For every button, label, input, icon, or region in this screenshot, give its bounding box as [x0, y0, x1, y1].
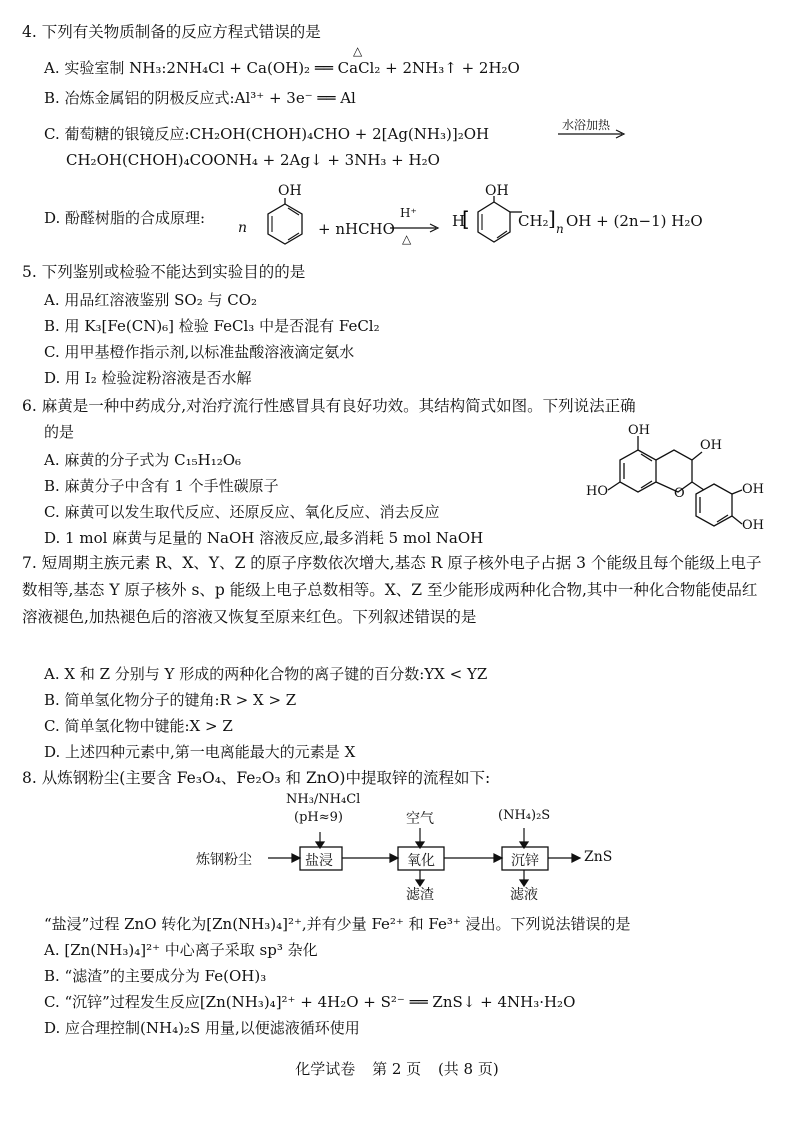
q4-option-c-line1: C. 葡萄糖的银镜反应:CH₂OH(CHOH)₄CHO + 2[Ag(NH₃)]₂OH [44, 125, 490, 143]
q5-option-c: C. 用甲基橙作指示剂,以标准盐酸溶液滴定氨水 [44, 343, 355, 361]
q4-d-arrow [388, 222, 442, 234]
svg-text:[: [ [462, 207, 470, 231]
q6-stem-line1: 6. 麻黄是一种中药成分,对治疗流行性感冒具有良好功效。其结构简式如图。下列说法正确 [22, 397, 636, 415]
q4-option-b: B. 冶炼金属铝的阴极反应式:Al³⁺ + 3e⁻ ══ Al [44, 89, 356, 107]
footer-total-pages: (共 8 页) [437, 1060, 499, 1078]
q8-option-b: B. “滤渣”的主要成分为 Fe(OH)₃ [44, 967, 267, 985]
ephedra-ring-o: O [674, 486, 685, 501]
page-footer [0, 1058, 794, 1079]
flow-arrows [0, 792, 794, 902]
ephedra-oh-right: OH [742, 482, 764, 497]
q4-a-condition: △ [353, 44, 363, 58]
q8-option-c: C. “沉锌”过程发生反应[Zn(NH₃)₄]²⁺ + 4H₂O + S²⁻ ══ ZnS↓ + 4NH₃·H₂O [44, 993, 576, 1011]
flow-reagent3: (NH₄)₂S [498, 808, 551, 823]
q7-option-c: C. 简单氢化物中键能:X > Z [44, 717, 233, 735]
q4-c-condition: 水浴加热 [562, 118, 611, 132]
footer-page-number: 第 2 页 [372, 1060, 422, 1078]
q4-option-a: A. 实验室制 NH₃:2NH₄Cl + Ca(OH)₂ ══ CaCl₂ + 2NH₃↑ + 2H₂O [44, 59, 520, 77]
flow-reagent1-line1: NH₃/NH₄Cl [286, 792, 361, 807]
ephedra-oh-ring: OH [700, 438, 722, 453]
q6-option-d: D. 1 mol 麻黄与足量的 NaOH 溶液反应,最多消耗 5 mol NaOH [44, 529, 484, 547]
flow-step3-zinc-precipitation: 沉锌 [511, 853, 539, 869]
q4-d-cond-bot: △ [402, 232, 412, 246]
q5-option-a: A. 用品红溶液鉴别 SO₂ 与 CO₂ [44, 291, 258, 309]
q5-stem: 5. 下列鉴别或检验不能达到实验目的的是 [22, 263, 306, 281]
q4-d-product: OH + (2n−1) H₂O [566, 212, 703, 230]
q5-option-d: D. 用 I₂ 检验淀粉溶液是否水解 [44, 369, 252, 387]
ephedra-ho-left: HO [586, 484, 608, 499]
q8-option-d: D. 应合理控制(NH₄)₂S 用量,以便滤液循环使用 [44, 1019, 360, 1037]
resin-ring-icon [462, 196, 522, 248]
q4-c-arrow [556, 128, 628, 140]
flow-step2-oxidation: 氧化 [407, 853, 435, 869]
process-flow-diagram [0, 792, 794, 902]
q6-stem-line2: 的是 [44, 423, 75, 441]
q8-option-a: A. [Zn(NH₃)₄]²⁺ 中心离子采取 sp³ 杂化 [44, 941, 318, 959]
q4-option-d-label: D. 酚醛树脂的合成原理: [44, 209, 206, 227]
flow-input: 炼钢粉尘 [196, 852, 252, 868]
q4-d-resin-ch2: CH₂ [518, 212, 549, 230]
q5-option-b: B. 用 K₃[Fe(CN)₆] 检验 FeCl₃ 中是否混有 FeCl₂ [44, 317, 380, 335]
q4-option-c-line2: CH₂OH(CHOH)₄COONH₄ + 2Ag↓ + 3NH₃ + H₂O [66, 151, 440, 169]
q4-d-cond-top: H⁺ [400, 206, 417, 220]
q6-option-c: C. 麻黄可以发生取代反应、还原反应、氧化反应、消去反应 [44, 503, 440, 521]
q6-option-a: A. 麻黄的分子式为 C₁₅H₁₂O₆ [44, 451, 242, 469]
ephedra-oh-bottom: OH [742, 518, 764, 533]
q4-d-phenol-oh: OH [278, 183, 302, 199]
q4-d-resin-oh: OH [485, 183, 509, 199]
flow-step1-salt-leach: 盐浸 [305, 853, 333, 869]
q7-option-d: D. 上述四种元素中,第一电离能最大的元素是 X [44, 743, 356, 761]
q7-option-a: A. X 和 Z 分别与 Y 形成的两种化合物的离子键的百分数:YX < YZ [44, 665, 488, 683]
q4-d-subscript-n: n [556, 222, 564, 236]
flow-waste3-filtrate: 滤液 [510, 887, 538, 903]
ephedra-oh-top: OH [628, 423, 650, 438]
q4-d-bracket-close: ] [548, 206, 556, 230]
flow-output: ZnS [584, 849, 613, 865]
q4-d-n: n [238, 220, 248, 236]
q6-option-b: B. 麻黄分子中含有 1 个手性碳原子 [44, 477, 279, 495]
flow-reagent2-air: 空气 [406, 811, 434, 827]
q8-stem: 8. 从炼钢粉尘(主要含 Fe₃O₄、Fe₂O₃ 和 ZnO)中提取锌的流程如下: [22, 769, 491, 787]
q4-stem: 4. 下列有关物质制备的反应方程式错误的是 [22, 23, 321, 41]
q4-d-hcho: + nHCHO [318, 220, 395, 238]
flow-waste2-residue: 滤渣 [406, 887, 434, 903]
footer-subject: 化学试卷 [295, 1060, 356, 1078]
phenol-structure-icon [248, 198, 312, 250]
q7-stem: 7. 短周期主族元素 R、X、Y、Z 的原子序数依次增大,基态 R 原子核外电子占据 3 个能级且每个能级上电子数相等,基态 Y 原子核外 s、p 能级上电子总数相等。X、Z 至少能形成两种化合物,其中一种化合物能使品红溶液褪色,加热褪色后的溶液又恢复至原来红色。下列叙述错误的是 [22, 554, 762, 626]
flow-reagent1-line2: (pH≈9) [294, 810, 343, 825]
q8-info: “盐浸”过程 ZnO 转化为[Zn(NH₃)₄]²⁺,并有少量 Fe²⁺ 和 Fe³⁺ 浸出。下列说法错误的是 [44, 915, 631, 933]
q4-d-resin-h: H [452, 212, 466, 230]
q7-option-b: B. 简单氢化物分子的键角:R > X > Z [44, 691, 297, 709]
